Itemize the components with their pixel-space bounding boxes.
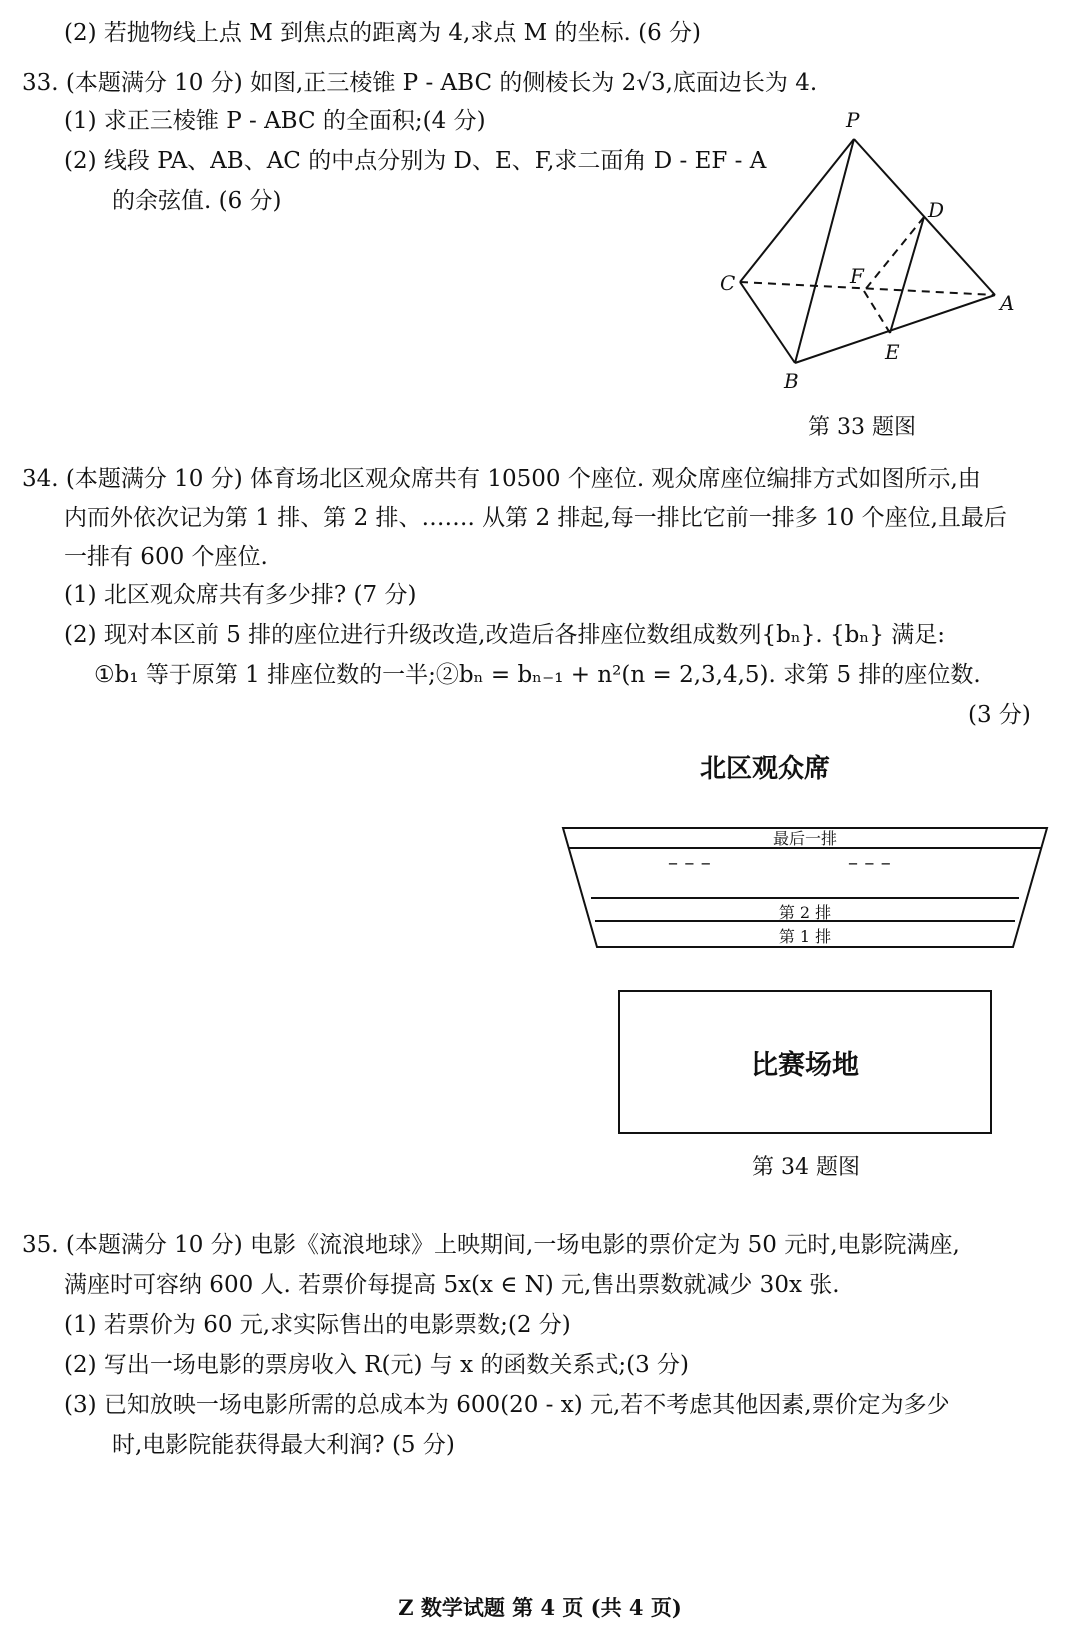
pyramid-figure — [700, 105, 1060, 405]
label-C: C — [720, 271, 736, 295]
dashes-left: – – – — [668, 850, 711, 874]
q33-caption: 第 33 题图 — [808, 415, 916, 440]
q33-part1: (1) 求正三棱锥 P - ABC 的全面积;(4 分) — [64, 108, 486, 134]
q34-part2-b: ①b₁ 等于原第 1 排座位数的一半;②bₙ = bₙ₋₁ + n²(n = 2,3,4,5). 求第 5 排的座位数. — [94, 662, 981, 688]
label-B: B — [784, 369, 799, 393]
field-box — [618, 990, 992, 1134]
q34-part2-score: (3 分) — [968, 702, 1031, 728]
row-last: 最后一排 — [772, 829, 837, 848]
row-2: 第 2 排 — [778, 903, 832, 922]
q35-stem-2: 满座时可容纳 600 人. 若票价每提高 5x(x ∈ N) 元,售出票数就减少 30x 张. — [64, 1272, 840, 1298]
label-F: F — [850, 264, 864, 288]
stand-title: 北区观众席 — [700, 754, 831, 784]
q34-part2-a: (2) 现对本区前 5 排的座位进行升级改造,改造后各排座位数组成数列{bₙ}. {bₙ} 满足: — [64, 622, 946, 648]
label-E: E — [885, 340, 900, 364]
row-1: 第 1 排 — [778, 927, 832, 946]
q35-part1: (1) 若票价为 60 元,求实际售出的电影票数;(2 分) — [64, 1312, 571, 1338]
field-label: 比赛场地 — [751, 1049, 859, 1081]
q35-part3-a: (3) 已知放映一场电影所需的总成本为 600(20 - x) 元,若不考虑其他因素,票价定为多少 — [64, 1392, 950, 1418]
q34-stem-1: 34. (本题满分 10 分) 体育场北区观众席共有 10500 个座位. 观众席座位编排方式如图所示,由 — [22, 466, 981, 492]
page-footer: Z 数学试题 第 4 页 (共 4 页) — [398, 1595, 682, 1620]
q35-part3-b: 时,电影院能获得最大利润? (5 分) — [112, 1432, 455, 1458]
dashes-right: – – – — [848, 850, 891, 874]
q33-stem: 33. (本题满分 10 分) 如图,正三棱锥 P - ABC 的侧棱长为 2√3,底面边长为 4. — [22, 70, 818, 96]
q33-part2: (2) 线段 PA、AB、AC 的中点分别为 D、E、F,求二面角 D - EF - A — [64, 148, 767, 174]
q34-caption: 第 34 题图 — [752, 1155, 860, 1180]
q34-stem-3: 一排有 600 个座位. — [64, 544, 268, 570]
q35-stem-1: 35. (本题满分 10 分) 电影《流浪地球》上映期间,一场电影的票价定为 50 元时,电影院满座, — [22, 1232, 960, 1258]
q32-part2: (2) 若抛物线上点 M 到焦点的距离为 4,求点 M 的坐标. (6 分) — [64, 20, 702, 46]
label-P: P — [846, 108, 860, 132]
label-A: A — [1000, 291, 1015, 315]
q34-stem-2: 内而外依次记为第 1 排、第 2 排、……. 从第 2 排起,每一排比它前一排多 10 个座位,且最后 — [64, 505, 1007, 531]
label-D: D — [928, 198, 945, 222]
q33-part2-cont: 的余弦值. (6 分) — [112, 188, 282, 214]
q35-part2: (2) 写出一场电影的票房收入 R(元) 与 x 的函数关系式;(3 分) — [64, 1352, 690, 1378]
q34-part1: (1) 北区观众席共有多少排? (7 分) — [64, 582, 417, 608]
